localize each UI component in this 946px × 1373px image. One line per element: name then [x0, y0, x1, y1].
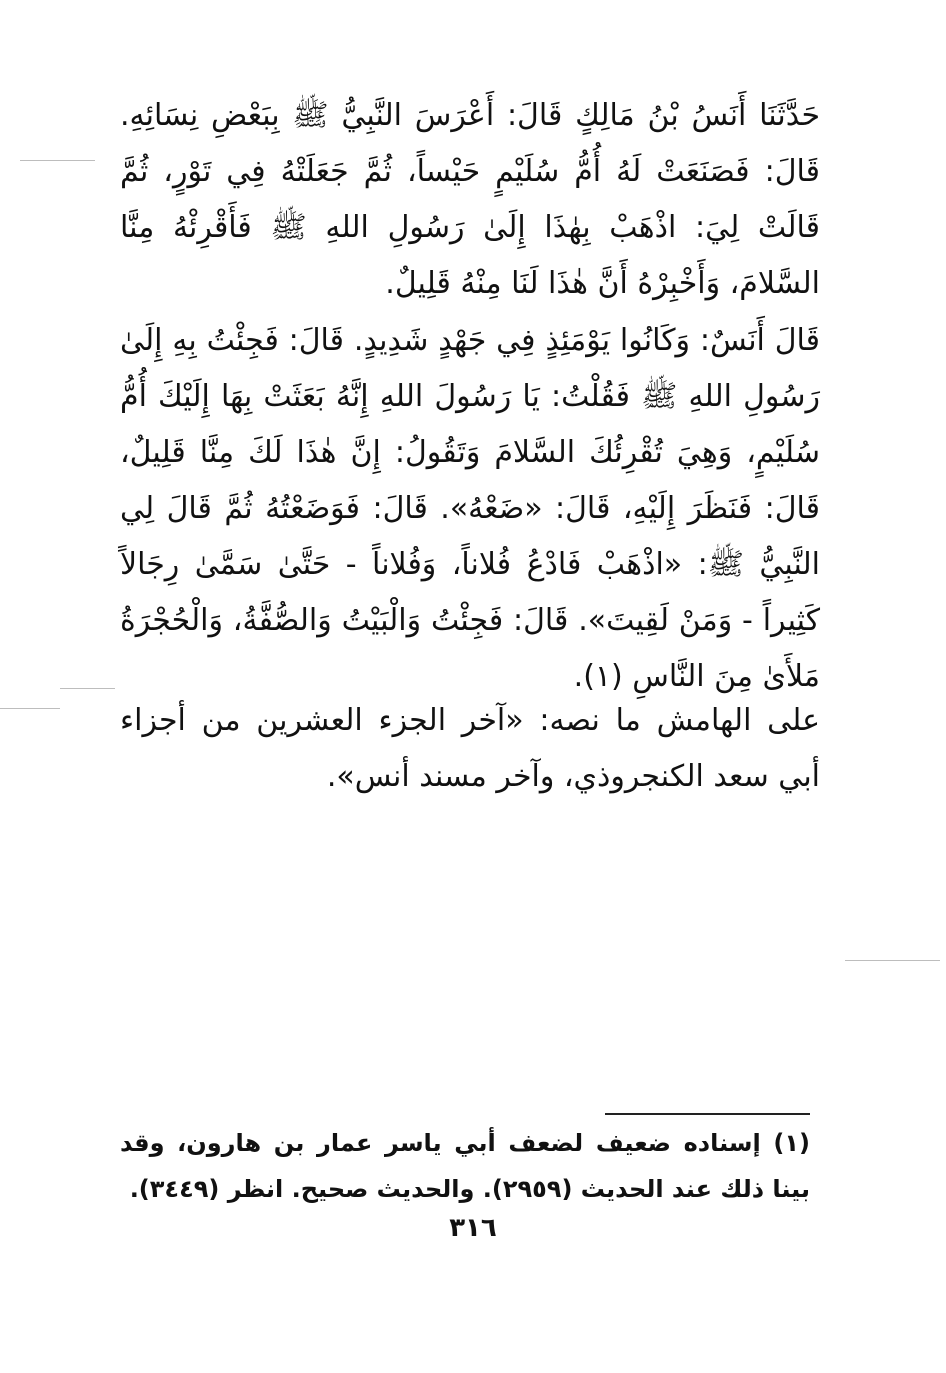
paragraph-hadith: حَدَّثَنَا أَنَسُ بْنُ مَالِكٍ قَالَ: أَعْرَسَ النَّبِيُّ ﷺ بِبَعْضِ نِسَائِهِ. قَالَ: فَصَنَعَتْ لَهُ أُمُّ سُلَيْمٍ حَيْساً، ثُمَّ جَعَلَتْهُ فِي تَوْرٍ، ثُمَّ قَالَتْ لِيَ: اذْهَبْ بِهٰذَا إِلَىٰ رَسُولِ اللهِ ﷺ فَأَقْرِئْهُ مِنَّا السَّلامَ، وَأَخْبِرْهُ أَنَّ هٰذَا لَنَا مِنْهُ قَلِيلٌ. [120, 98, 820, 301]
paragraph-margin-note: على الهامش ما نصه: «آخر الجزء العشرين من أجزاء أبي سعد الكنجروذي، وآخر مسند أنس». [120, 703, 820, 794]
scan-mark [20, 160, 95, 161]
scan-mark [845, 960, 940, 961]
paragraph-continuation: قَالَ أَنَسٌ: وَكَانُوا يَوْمَئِذٍ فِي جَهْدٍ شَدِيدٍ. قَالَ: فَجِئْتُ بِهِ إِلَىٰ رَسُولِ اللهِ ﷺ فَقُلْتُ: يَا رَسُولَ اللهِ إِنَّهُ بَعَثَتْ بِهَا إِلَيْكَ أُمُّ سُلَيْمٍ، وَهِيَ تُقْرِئُكَ السَّلامَ وَتَقُولُ: إِنَّ هٰذَا لَكَ مِنَّا قَلِيلٌ، قَالَ: فَنَظَرَ إِلَيْهِ، قَالَ: «ضَعْهُ». قَالَ: فَوَضَعْتُهُ ثُمَّ قَالَ لِي النَّبِيُّ ﷺ: «اذْهَبْ فَادْعُ فُلاناً، وَفُلاناً - حَتَّىٰ سَمَّىٰ رِجَالاً كَثِيراً - وَمَنْ لَقِيتَ». قَالَ: فَجِئْتُ وَالْبَيْتُ وَالصُّفَّةُ، وَالْحُجْرَةُ مَلأَىٰ مِنَ النَّاسِ (١). [120, 323, 820, 694]
scan-mark [60, 688, 115, 689]
footnote-separator [605, 1113, 810, 1115]
footnote: (١) إسناده ضعيف لضعف أبي ياسر عمار بن هارون، وقد بينا ذلك عند الحديث (٢٩٥٩). والحديث صحيح. انظر (٣٤٤٩). [120, 1129, 810, 1203]
scan-mark [0, 708, 60, 709]
page-number: ٣١٦ [449, 1213, 497, 1243]
